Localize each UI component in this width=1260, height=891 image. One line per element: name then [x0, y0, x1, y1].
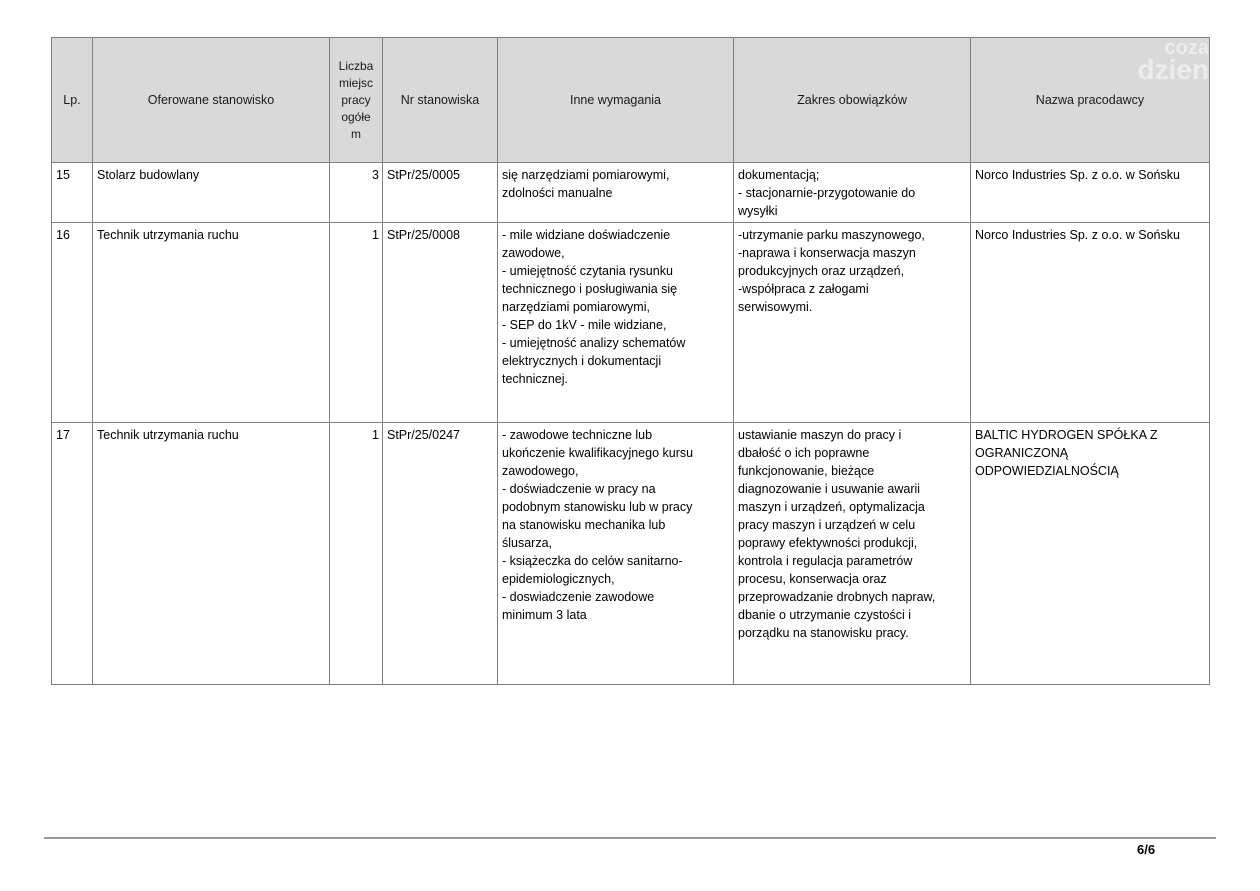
cell-requirements-line: technicznej.	[502, 372, 569, 386]
cell-duties-line: dbałość o ich poprawne	[738, 446, 870, 460]
header-position: Oferowane stanowisko	[93, 38, 330, 163]
cell-requirements	[498, 423, 734, 685]
watermark-top: coza	[1164, 37, 1209, 59]
cell-duties-line: przeprowadzanie drobnych napraw,	[738, 590, 936, 604]
cell-duties-line: -współpraca z załogami	[738, 282, 869, 296]
cell-employer-line: ODPOWIEDZIALNOŚCIĄ	[975, 464, 1119, 478]
cell-employer	[971, 423, 1210, 685]
cell-duties-line: kontrola i regulacja parametrów	[738, 554, 913, 568]
cell-duties	[734, 223, 971, 423]
job-offers-table	[51, 37, 1210, 685]
cell-employer-line: Norco Industries Sp. z o.o. w Sońsku	[975, 168, 1180, 182]
table-header-row	[52, 38, 1210, 163]
header-count-line: m	[351, 126, 361, 141]
cell-requirements-line: - SEP do 1kV - mile widziane,	[502, 318, 667, 332]
cell-position: Technik utrzymania ruchu	[93, 223, 330, 423]
cell-duties	[734, 163, 971, 223]
cell-requirements-line: technicznego i posługiwania się	[502, 282, 678, 296]
cell-duties-line: pracy maszyn i urządzeń w celu	[738, 518, 916, 532]
cell-requirements-line: - zawodowe techniczne lub	[502, 428, 653, 442]
header-count	[330, 38, 383, 163]
cell-employer-line: OGRANICZONĄ	[975, 446, 1069, 460]
table-row	[52, 163, 1210, 223]
cell-duties-line: wysyłki	[738, 204, 778, 218]
cell-duties-line: -utrzymanie parku maszynowego,	[738, 228, 925, 242]
header-duties: Zakres obowiązków	[734, 38, 971, 163]
cell-requirements-line: - książeczka do celów sanitarno-	[502, 554, 683, 568]
cell-position: Stolarz budowlany	[93, 163, 330, 223]
cell-number: StPr/25/0247	[383, 423, 498, 685]
cell-duties-line: funkcjonowanie, bieżące	[738, 464, 875, 478]
header-count-line: pracy	[341, 92, 371, 107]
footer-divider	[44, 837, 1216, 839]
cell-requirements-line: - mile widziane doświadczenie	[502, 228, 671, 242]
cell-requirements-line: elektrycznych i dokumentacji	[502, 354, 662, 368]
cell-duties-line: - stacjonarnie-przygotowanie do	[738, 186, 916, 200]
cell-requirements-line: minimum 3 lata	[502, 608, 587, 622]
cell-lp: 17	[52, 423, 93, 685]
cell-requirements-line: - umiejętność czytania rysunku	[502, 264, 673, 278]
cell-count: 3	[330, 163, 383, 223]
cell-duties-line: dokumentacją;	[738, 168, 820, 182]
cell-duties-line: poprawy efektywności produkcji,	[738, 536, 918, 550]
cell-employer	[971, 163, 1210, 223]
cell-requirements-line: zawodowego,	[502, 464, 579, 478]
cell-duties-line: maszyn i urządzeń, optymalizacja	[738, 500, 925, 514]
cell-requirements-line: ślusarza,	[502, 536, 553, 550]
cell-duties-line: procesu, konserwacja oraz	[738, 572, 887, 586]
table-row	[52, 223, 1210, 423]
cell-requirements-line: - doswiadczenie zawodowe	[502, 590, 655, 604]
header-count-line: miejsc	[338, 75, 373, 90]
cell-requirements-line: - doświadczenie w pracy na	[502, 482, 656, 496]
cell-requirements-line: epidemiologicznych,	[502, 572, 615, 586]
cell-requirements-line: zawodowe,	[502, 246, 565, 260]
cell-duties	[734, 423, 971, 685]
cell-position: Technik utrzymania ruchu	[93, 423, 330, 685]
header-count-line: Liczba	[338, 58, 374, 73]
page-number: 6/6	[1137, 842, 1156, 857]
cell-count: 1	[330, 223, 383, 423]
cell-duties-line: -naprawa i konserwacja maszyn	[738, 246, 916, 260]
watermark-bottom: dzien	[1137, 54, 1209, 85]
cell-lp: 15	[52, 163, 93, 223]
header-requirements: Inne wymagania	[498, 38, 734, 163]
cell-requirements-line: zdolności manualne	[502, 186, 613, 200]
table-row	[52, 423, 1210, 685]
header-number: Nr stanowiska	[383, 38, 498, 163]
cell-requirements-line: ukończenie kwalifikacyjnego kursu	[502, 446, 694, 460]
cell-requirements	[498, 163, 734, 223]
cell-requirements-line: - umiejętność analizy schematów	[502, 336, 686, 350]
cell-requirements	[498, 223, 734, 423]
cell-duties-line: dbanie o utrzymanie czystości i	[738, 608, 911, 622]
cell-duties-line: porządku na stanowisku pracy.	[738, 626, 909, 640]
cell-lp: 16	[52, 223, 93, 423]
cell-employer	[971, 223, 1210, 423]
header-employer: Nazwa pracodawcy	[971, 38, 1210, 163]
cell-number: StPr/25/0008	[383, 223, 498, 423]
cell-duties-line: produkcyjnych oraz urządzeń,	[738, 264, 905, 278]
cell-count: 1	[330, 423, 383, 685]
cell-number: StPr/25/0005	[383, 163, 498, 223]
header-lp: Lp.	[52, 38, 93, 163]
cell-requirements-line: narzędziami pomiarowymi,	[502, 300, 650, 314]
cell-requirements-line: się narzędziami pomiarowymi,	[502, 168, 670, 182]
cell-duties-line: diagnozowanie i usuwanie awarii	[738, 482, 921, 496]
header-count-line: ogółe	[341, 109, 371, 124]
cell-employer-line: Norco Industries Sp. z o.o. w Sońsku	[975, 228, 1180, 242]
cell-duties-line: ustawianie maszyn do pracy i	[738, 428, 902, 442]
cell-duties-line: serwisowymi.	[738, 300, 813, 314]
cell-requirements-line: na stanowisku mechanika lub	[502, 518, 666, 532]
cell-employer-line: BALTIC HYDROGEN SPÓŁKA Z	[975, 428, 1158, 442]
cell-requirements-line: podobnym stanowisku lub w pracy	[502, 500, 693, 514]
